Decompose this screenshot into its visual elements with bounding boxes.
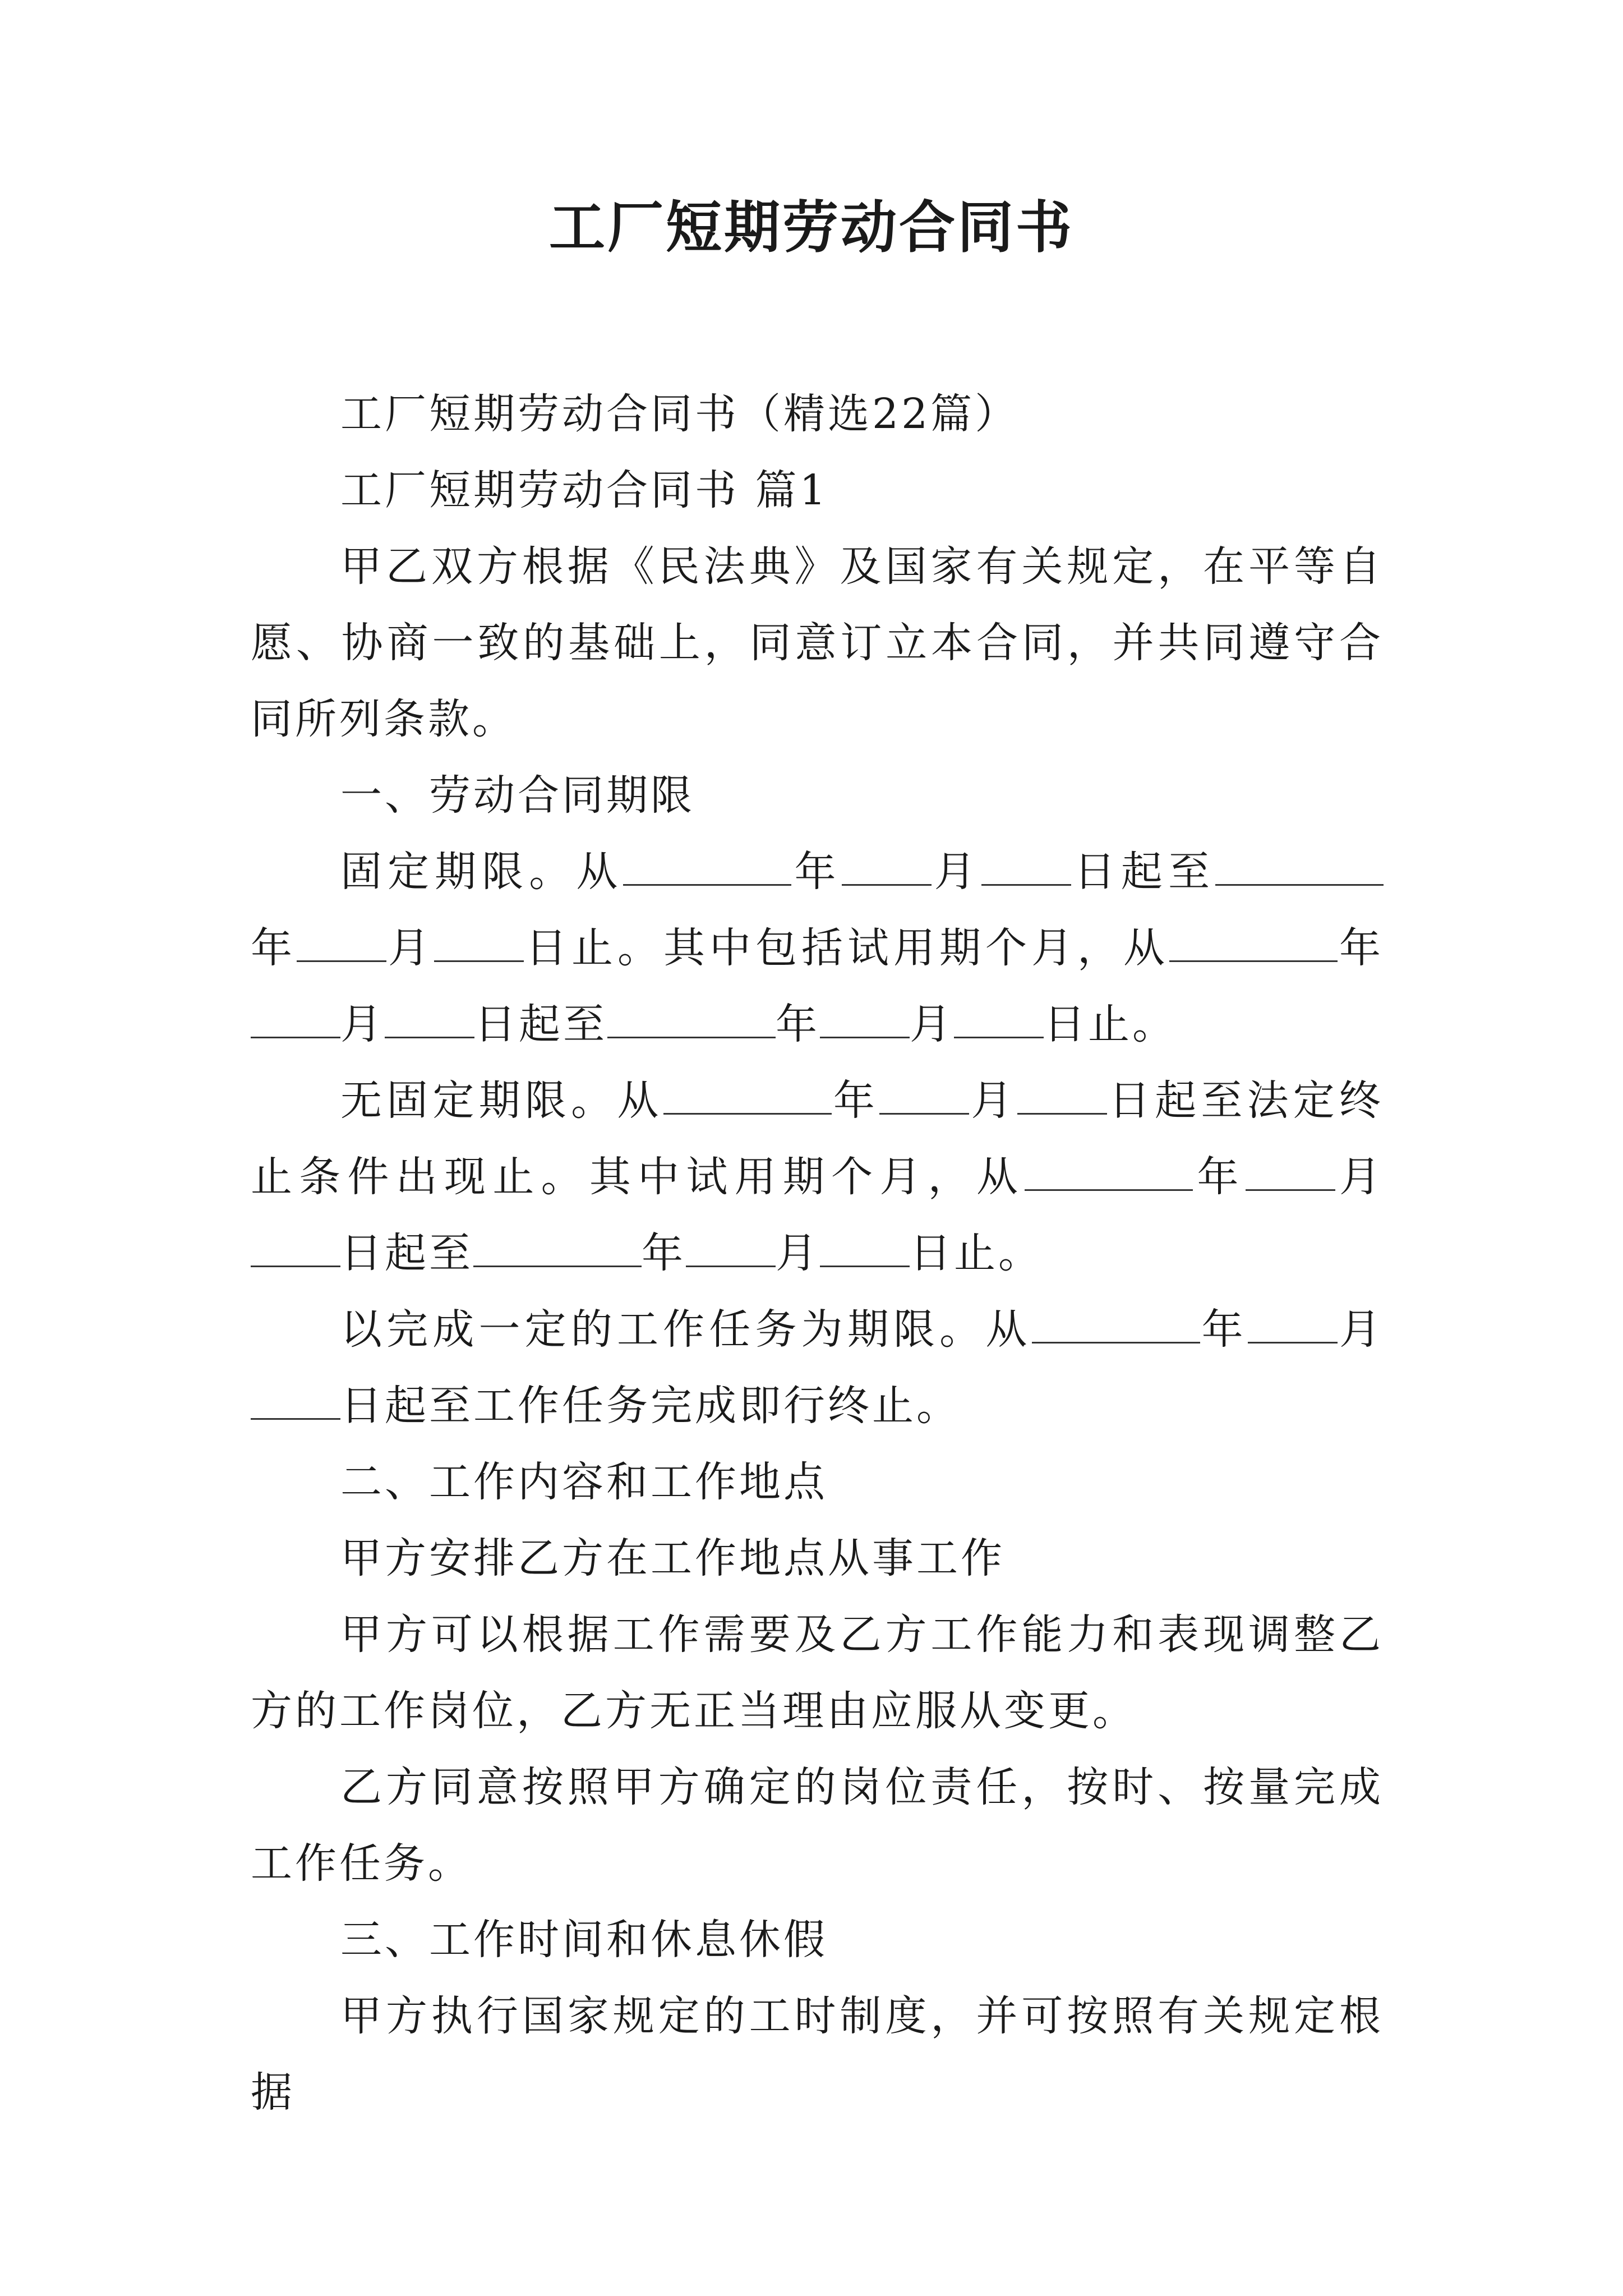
blank-field[interactable] [385, 1003, 474, 1038]
heading-work-time: 三、工作时间和休息休假 [340, 1916, 828, 1964]
blank-field[interactable] [473, 1232, 642, 1267]
page-title: 工厂短期劳动合同书 [549, 194, 1074, 260]
section-label: 工厂短期劳动合同书 篇1 [340, 466, 829, 514]
blank-field[interactable] [686, 1232, 776, 1267]
time-paragraph-1: 甲方执行国家规定的工时制度，并可按照有关规定根据 [251, 1992, 1384, 2116]
work-paragraph-3: 乙方同意按照甲方确定的岗位责任，按时、按量完成工作任务。 [251, 1763, 1384, 1888]
blank-field[interactable] [251, 1232, 340, 1267]
blank-field[interactable] [820, 1232, 910, 1267]
blank-field[interactable] [663, 1079, 832, 1115]
blank-field[interactable] [1032, 1308, 1200, 1343]
work-paragraph-1: 甲方安排乙方在工作地点从事工作 [340, 1534, 1005, 1582]
non-fixed-term-paragraph: 无固定期限。从 年 月 日起至法定终止条件出现止。其中试用期个月，从 年 月日起至 年 月 日止。 [251, 1076, 1384, 1277]
blank-field[interactable] [251, 1384, 340, 1420]
fixed-term-paragraph: 固定期限。从 年 月 日起至年 月 日止。其中包括试用期个月，从 年月 日起至 年 月 日止。 [251, 848, 1384, 1048]
blank-field[interactable] [251, 1003, 340, 1038]
blank-field[interactable] [954, 1003, 1044, 1038]
fixed-term-text: 固定期限。从 [340, 848, 624, 896]
subtitle: 工厂短期劳动合同书（精选22篇） [340, 390, 1020, 438]
blank-field[interactable] [1017, 1079, 1107, 1115]
blank-field[interactable] [842, 850, 932, 886]
heading-work-content: 二、工作内容和工作地点 [340, 1458, 828, 1506]
blank-field[interactable] [1246, 1156, 1335, 1191]
blank-field[interactable] [607, 1003, 776, 1038]
heading-contract-term: 一、劳动合同期限 [340, 771, 695, 820]
blank-field[interactable] [1248, 1308, 1338, 1343]
blank-field[interactable] [820, 1003, 910, 1038]
document-body [251, 376, 1384, 2131]
blank-field[interactable] [981, 850, 1071, 886]
task-term-paragraph: 以完成一定的工作任务为期限。从 年 月日起至工作任务完成即行终止。 [251, 1291, 1384, 1444]
blank-field[interactable] [297, 927, 386, 962]
blank-field[interactable] [434, 927, 524, 962]
blank-field[interactable] [1215, 850, 1384, 886]
intro-paragraph: 甲乙双方根据《民法典》及国家有关规定，在平等自愿、协商一致的基础上，同意订立本合同，并共同遵守合同所列条款。 [251, 542, 1384, 743]
blank-field[interactable] [1025, 1156, 1193, 1191]
blank-field[interactable] [879, 1079, 969, 1115]
blank-field[interactable] [623, 850, 791, 886]
work-paragraph-2: 甲方可以根据工作需要及乙方工作能力和表现调整乙方的工作岗位，乙方无正当理由应服从变更。 [251, 1611, 1384, 1735]
blank-field[interactable] [1169, 927, 1338, 962]
